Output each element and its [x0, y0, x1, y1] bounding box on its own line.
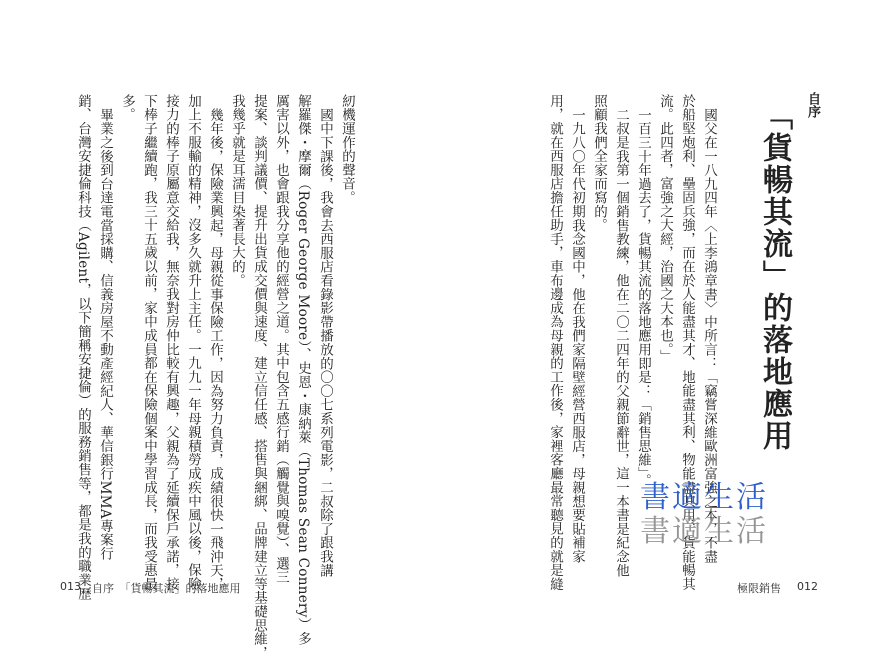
section-label: 自序	[805, 92, 820, 118]
body-column: 畢業之後到台達電當採購、信義房屋不動產經紀人、華信銀行MMA專案行	[97, 108, 113, 561]
body-column: 厲害以外，也會跟我分享他的經營之道。其中包含五感行銷（觸覺與嗅覺）、選三	[273, 94, 289, 585]
watermark-text: 書適生活	[640, 480, 768, 515]
body-column: 提案、談判議價、提升出貨成交價與速度、建立信任感、搭售與綑綁、品牌建立等基礎思維，	[251, 94, 267, 660]
footer-chapter-title: 自序 「貨暢其流」的落地應用	[92, 582, 241, 595]
body-column: 多。	[119, 94, 135, 122]
body-column: 下棒子繼續跑，我三十五歲以前，家中成員都在保險個案中學習成長，而我受惠最	[141, 94, 157, 591]
body-column: 接力的棒子原屬意交給我，無奈我對房仲比較有興趣，父親為了延續保戶承諾，接	[163, 94, 179, 591]
body-column: 國父在一八九四年〈上李鴻章書〉中所言：「竊嘗深維歐洲富強之本，不盡	[701, 108, 717, 564]
watermark-text: 書適生活	[640, 514, 768, 549]
chapter-title: 「貨暢其流」的落地應用	[757, 100, 792, 452]
footer-page-number: 013	[60, 580, 81, 593]
body-column: 國中下課後，我會去西服店看錄影帶播放的〇〇七系列電影，二叔除了跟我講	[317, 108, 333, 578]
body-column: 一百三十年過去了，貨暢其流的落地應用即是：「銷售思維」。	[635, 108, 651, 488]
body-column: 於船堅炮利、壘固兵強，而在於人能盡其才、地能盡其利、物能盡其用、貨能暢其	[679, 94, 695, 591]
body-column: 銷、台灣安捷倫科技（Agilent，以下簡稱安捷倫）的服務銷售等，都是我的職業歷	[75, 94, 91, 601]
body-column: 幾年後，保險業興起，母親從事保險工作，因為努力負責，成績很快一飛沖天，	[207, 108, 223, 591]
body-column: 一九八〇年代初期我念國中，他在我們家隔壁經營西服店，母親想要貼補家	[569, 108, 585, 564]
footer-page-number: 012	[797, 580, 818, 593]
footer-book-title: 極限銷售	[737, 582, 781, 595]
body-column: 加上不服輸的精神，沒多久就升上主任。一九九一年母親積勞成疾中風以後，保險	[185, 94, 201, 591]
body-column: 我幾乎就是耳濡目染著長大的。	[229, 94, 245, 288]
body-column: 二叔是我第一個銷售教練，他在二〇二四年的父親節辭世，這一本書是紀念他	[613, 108, 629, 578]
body-column: 用，就在西服店擔任助手，車布邊成為母親的工作後，家裡客廳最常聽見的就是縫	[547, 94, 563, 591]
body-column: 流。此四者，富強之大經，治國之大本也。」	[657, 94, 673, 364]
body-column: 解羅傑・摩爾（Roger George Moore）、史恩・康納萊（Thomas Sean Connery）多	[295, 94, 311, 646]
body-column: 紉機運作的聲音。	[339, 94, 355, 205]
body-column: 照顧我們全家而寫的。	[591, 94, 607, 232]
